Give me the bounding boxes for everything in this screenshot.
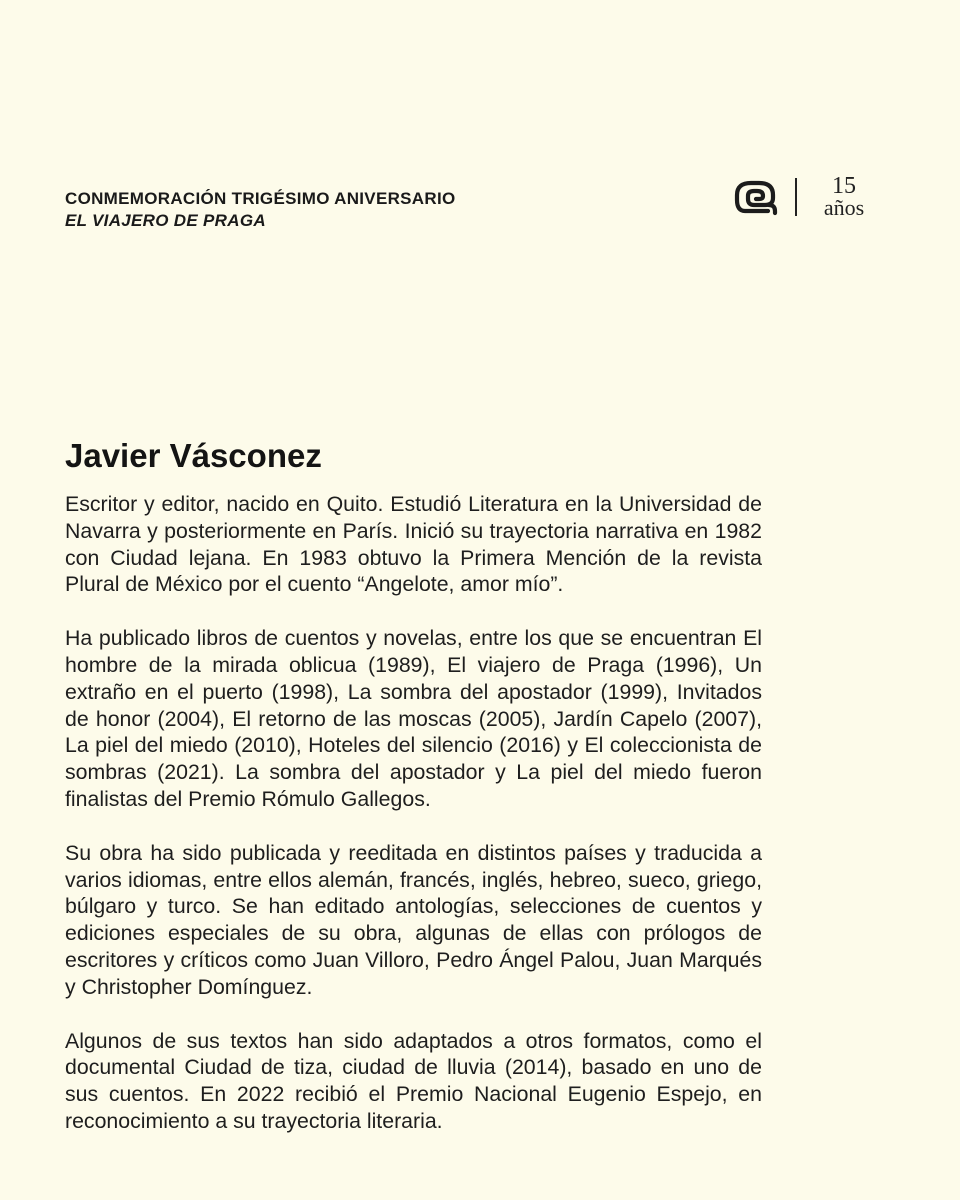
anniversary-logo bbox=[733, 173, 873, 222]
biography bbox=[65, 491, 762, 1135]
logo-number: 15 bbox=[832, 173, 856, 199]
bio-paragraph-4: Algunos de sus textos han sido adaptados a otros formatos, como el documental Ciudad de tiza, ciudad de lluvia (2014), basado en uno de sus cuentos. En 2022 recibió el Premio Nacional Eugenio Espejo, en reconocimiento a su trayectoria literaria. bbox=[65, 1028, 762, 1133]
header-title: CONMEMORACIÓN TRIGÉSIMO ANIVERSARIO bbox=[65, 189, 456, 208]
bio-paragraph-3: Su obra ha sido publicada y reeditada en distintos países y traducida a varios idiomas, entre ellos alemán, francés, inglés, hebreo, sueco, griego, búlgaro y turco. Se han editado antologías, selecciones de cuentos y ediciones especiales de su obra, algunas de ellas con prólogos de escritores y críticos como Juan Villoro, Pedro Ángel Palou, Juan Marqués y Christopher Domínguez. bbox=[65, 840, 762, 999]
bio-paragraph-2: Ha publicado libros de cuentos y novelas, entre los que se encuentran El hombre de la mirada oblicua (1989), El viajero de Praga (1996), Un extraño en el puerto (1998), La sombra del apostador (1999), Invitados de honor (2004), El retorno de las moscas (2005), Jardín Capelo (2007), La piel del miedo (2010), Hoteles del silencio (2016) y El coleccionista de sombras (2021). La sombra del apostador y La piel del miedo fueron finalistas del Premio Rómulo Gallegos. bbox=[65, 626, 762, 811]
bio-paragraph-1: Escritor y editor, nacido en Quito. Estudió Literatura en la Universidad de Navarra y posteriormente en París. Inició su trayectoria narrativa en 1982 con Ciudad lejana. En 1983 obtuvo la Primera Mención de la revista Plural de México por el cuento “Angelote, amor mío”. bbox=[65, 492, 762, 597]
header-subtitle: EL VIAJERO DE PRAGA bbox=[65, 211, 266, 230]
spiral-icon bbox=[733, 178, 781, 216]
logo-label: años bbox=[823, 195, 865, 220]
header-block bbox=[65, 188, 456, 232]
author-name: Javier Vásconez bbox=[65, 437, 322, 474]
logo-divider bbox=[795, 178, 797, 216]
